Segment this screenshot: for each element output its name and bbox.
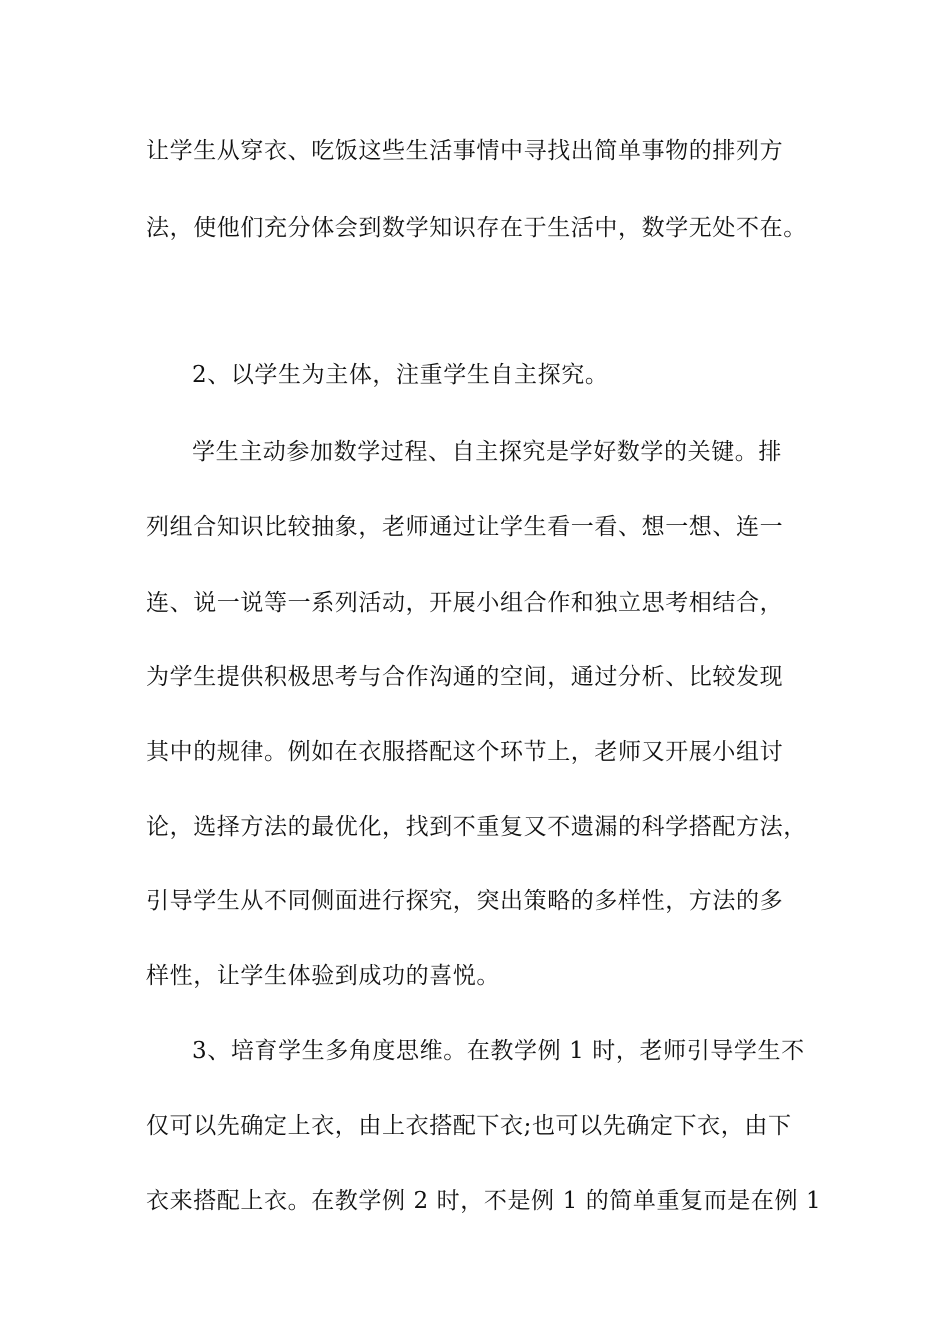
- text-line: 仅可以先确定上衣，由上衣搭配下衣;也可以先确定下衣，由下: [146, 1113, 792, 1139]
- text-line: 论，选择方法的最优化，找到不重复又不遗漏的科学搭配方法，: [146, 814, 807, 840]
- text-line: 衣来搭配上衣。在教学例 2 时，不是例 1 的简单重复而是在例 1: [146, 1188, 822, 1214]
- text-line: 为学生提供积极思考与合作沟通的空间，通过分析、比较发现: [146, 664, 784, 690]
- text-line: 法，使他们充分体会到数学知识存在于生活中，数学无处不在。: [146, 215, 807, 241]
- text-line: 列组合知识比较抽象，老师通过让学生看一看、想一想、连一: [146, 514, 784, 540]
- text-line: 学生主动参加数学过程、自主探究是学好数学的关键。排: [192, 439, 782, 465]
- text-line: 其中的规律。例如在衣服搭配这个环节上，老师又开展小组讨: [146, 739, 784, 765]
- text-line: 让学生从穿衣、吃饭这些生活事情中寻找出简单事物的排列方: [146, 138, 784, 164]
- text-line: 样性，让学生体验到成功的喜悦。: [146, 963, 500, 989]
- section-heading: 3、培育学生多角度思维。在教学例 1 时，老师引导学生不: [192, 1038, 805, 1064]
- section-heading: 2、以学生为主体，注重学生自主探究。: [192, 362, 609, 388]
- text-line: 连、说一说等一系列活动，开展小组合作和独立思考相结合，: [146, 590, 784, 616]
- text-line: 引导学生从不同侧面进行探究，突出策略的多样性，方法的多: [146, 888, 784, 914]
